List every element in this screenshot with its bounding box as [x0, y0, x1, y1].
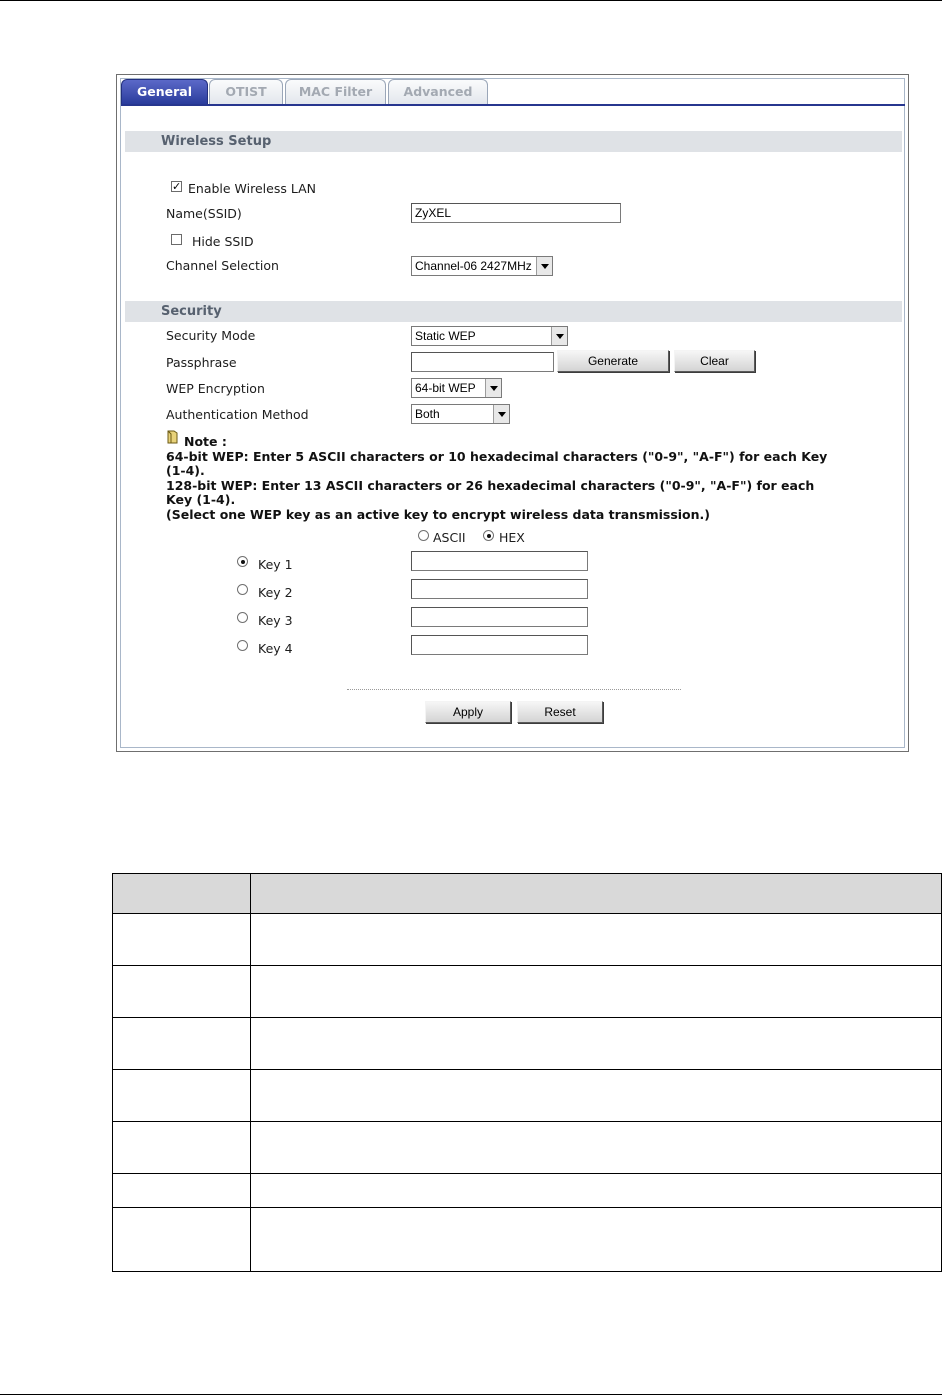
table-row: [113, 1208, 942, 1272]
hex-radio[interactable]: [483, 530, 494, 541]
table-cell: [251, 1070, 942, 1122]
tab-mac-filter[interactable]: MAC Filter: [285, 79, 386, 105]
section-wireless-setup: Wireless Setup: [125, 131, 902, 152]
table-row: [113, 1122, 942, 1174]
key-4-radio[interactable]: [237, 640, 248, 651]
table-header-cell: [251, 874, 942, 914]
chevron-down-icon: [551, 327, 567, 345]
key-2-input[interactable]: [411, 579, 588, 599]
ssid-label: Name(SSID): [166, 206, 242, 221]
tab-general[interactable]: General: [121, 79, 208, 105]
clear-button[interactable]: Clear: [674, 350, 755, 372]
key-4-label: Key 4: [258, 641, 293, 656]
note-icon: [166, 430, 180, 444]
key-1-radio[interactable]: [237, 556, 248, 567]
wep-encryption-value: 64-bit WEP: [415, 381, 476, 395]
wep-encryption-select[interactable]: [411, 378, 502, 398]
passphrase-input[interactable]: [411, 352, 554, 372]
wep-encryption-label: WEP Encryption: [166, 381, 265, 396]
ascii-label: ASCII: [433, 530, 466, 545]
security-mode-value: Static WEP: [415, 329, 476, 343]
table-cell: [113, 1208, 251, 1272]
note-line-2: (1-4).: [166, 463, 205, 478]
passphrase-label: Passphrase: [166, 355, 237, 370]
auth-method-select[interactable]: [411, 404, 510, 424]
tab-underline: [121, 104, 905, 106]
channel-select[interactable]: [411, 256, 553, 276]
key-3-input[interactable]: [411, 607, 588, 627]
table-cell: [251, 1174, 942, 1208]
tab-otist[interactable]: OTIST: [209, 79, 283, 105]
security-mode-label: Security Mode: [166, 328, 256, 343]
table-cell: [251, 1208, 942, 1272]
reset-button[interactable]: Reset: [517, 701, 603, 723]
key-1-label: Key 1: [258, 557, 293, 572]
enable-wireless-checkbox[interactable]: ✓: [172, 180, 182, 193]
table-cell: [113, 1018, 251, 1070]
key-3-radio[interactable]: [237, 612, 248, 623]
table-cell: [251, 1122, 942, 1174]
section-security: Security: [125, 301, 902, 322]
key-3-label: Key 3: [258, 613, 293, 628]
hide-ssid-label: Hide SSID: [192, 234, 254, 249]
table-cell: [251, 966, 942, 1018]
note-line-4: Key (1-4).: [166, 492, 236, 507]
auth-method-value: Both: [415, 407, 440, 421]
key-2-label: Key 2: [258, 585, 293, 600]
apply-button[interactable]: Apply: [425, 701, 511, 723]
chevron-down-icon: [485, 379, 501, 397]
table-row: [113, 966, 942, 1018]
table-cell: [113, 1174, 251, 1208]
key-1-input[interactable]: [411, 551, 588, 571]
table-cell: [113, 1122, 251, 1174]
generate-button[interactable]: Generate: [557, 350, 669, 372]
auth-method-label: Authentication Method: [166, 407, 309, 422]
table-header-cell: [113, 874, 251, 914]
hex-label: HEX: [499, 530, 525, 545]
table-cell: [251, 914, 942, 966]
divider: [347, 689, 681, 690]
key-4-input[interactable]: [411, 635, 588, 655]
key-2-radio[interactable]: [237, 584, 248, 595]
table-row: [113, 1070, 942, 1122]
page-top-rule: [0, 0, 942, 1]
ascii-radio[interactable]: [418, 530, 429, 541]
table-cell: [113, 966, 251, 1018]
chevron-down-icon: [536, 257, 552, 275]
table-cell: [113, 1070, 251, 1122]
note-line-3: 128-bit WEP: Enter 13 ASCII characters or 26 hexadecimal characters ("0-9", "A-F") for each: [166, 478, 815, 493]
table-row: [113, 1174, 942, 1208]
chevron-down-icon: [493, 405, 509, 423]
channel-select-value: Channel-06 2427MHz: [415, 259, 532, 273]
table-row: [113, 914, 942, 966]
note-line-5: (Select one WEP key as an active key to encrypt wireless data transmission.): [166, 507, 710, 522]
page-bottom-rule: [0, 1394, 942, 1395]
table-header-row: [113, 874, 942, 914]
table-cell: [251, 1018, 942, 1070]
tab-advanced[interactable]: Advanced: [388, 79, 488, 105]
field-description-table: [112, 873, 942, 1272]
table-row: [113, 1018, 942, 1070]
ssid-input[interactable]: ZyXEL: [411, 203, 621, 223]
enable-wireless-label: Enable Wireless LAN: [188, 181, 316, 196]
hide-ssid-checkbox[interactable]: [171, 234, 182, 245]
channel-selection-label: Channel Selection: [166, 258, 279, 273]
note-title: Note :: [184, 434, 227, 449]
table-cell: [113, 914, 251, 966]
security-mode-select[interactable]: [411, 326, 568, 346]
note-line-1: 64-bit WEP: Enter 5 ASCII characters or 10 hexadecimal characters ("0-9", "A-F") for each Key: [166, 449, 828, 464]
